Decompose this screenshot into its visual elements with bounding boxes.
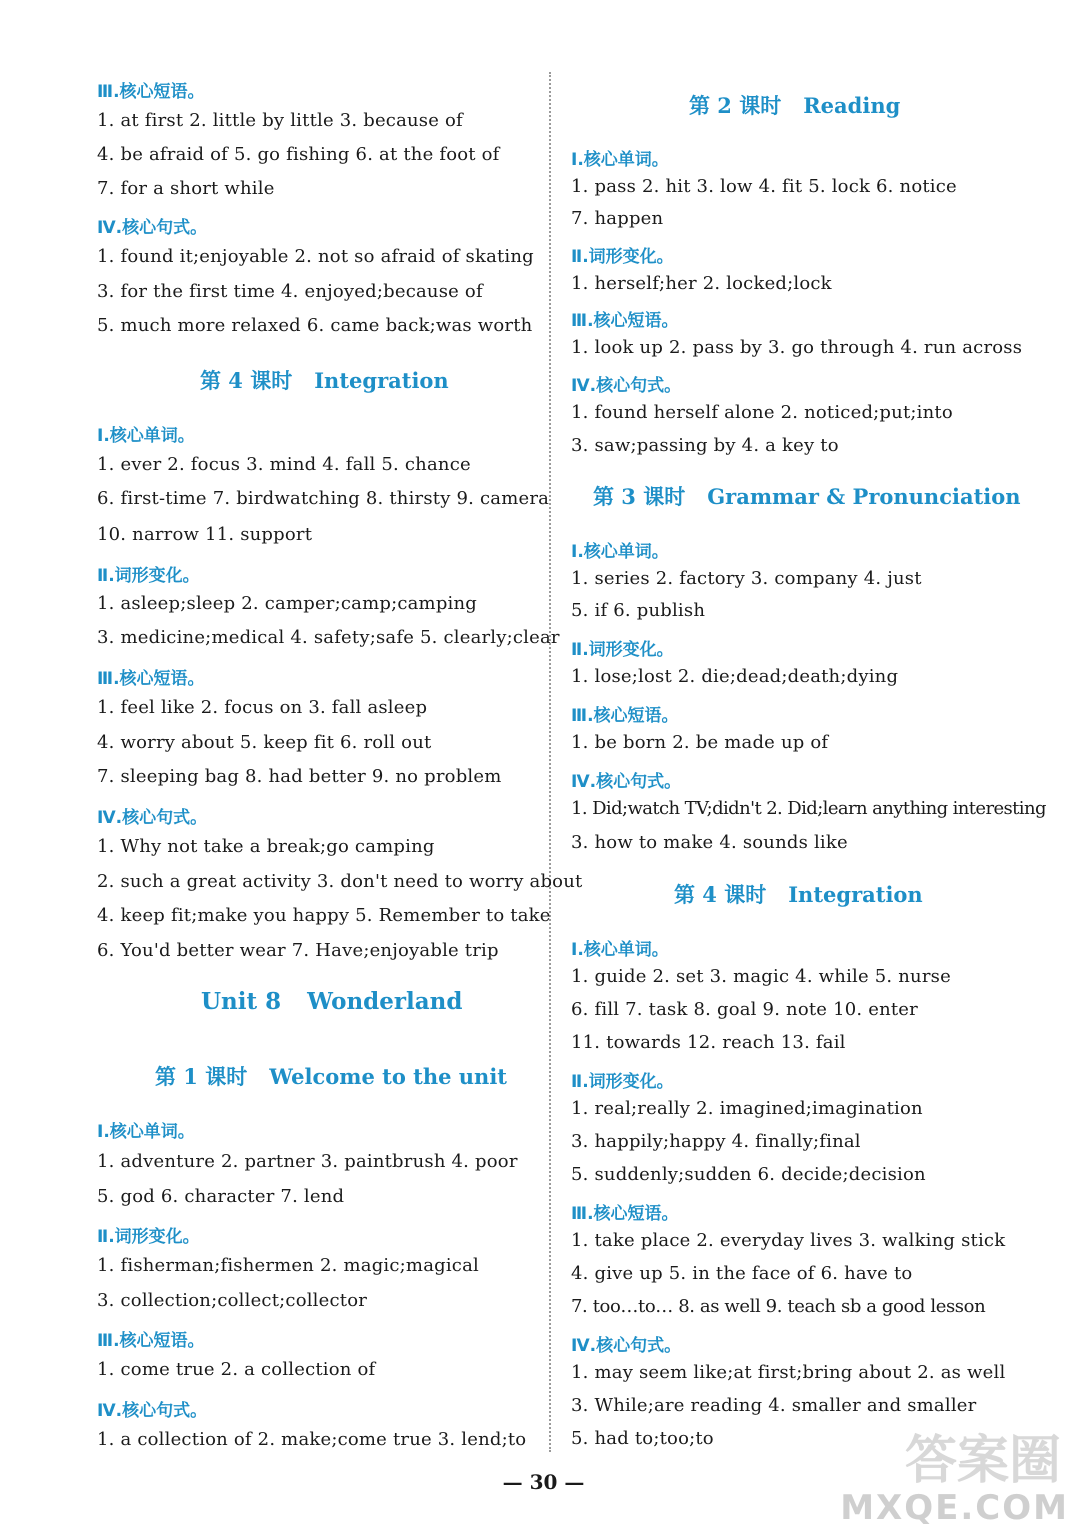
section-heading: Ⅳ.核心句式。 <box>571 1336 682 1356</box>
answer-line: 7. happen <box>571 208 664 229</box>
lesson-heading <box>155 1061 507 1091</box>
answer-line: 1. pass 2. hit 3. low 4. fit 5. lock 6. notice <box>571 176 957 197</box>
answer-line: 1. adventure 2. partner 3. paintbrush 4. poor <box>97 1151 518 1172</box>
answer-line: 3. how to make 4. sounds like <box>571 832 848 853</box>
lesson-number: 第 1 课时 <box>155 1064 248 1089</box>
answer-line: 7. for a short while <box>97 178 275 199</box>
section-heading: Ⅳ.核心句式。 <box>97 218 208 238</box>
section-heading: Ⅱ.词形变化。 <box>571 640 674 660</box>
answer-line: 3. happily;happy 4. finally;final <box>571 1131 861 1152</box>
section-heading: Ⅰ.核心单词。 <box>97 1122 195 1142</box>
section-heading: Ⅱ.词形变化。 <box>97 566 200 586</box>
answer-line: 4. worry about 5. keep fit 6. roll out <box>97 732 432 753</box>
answer-line: 5. god 6. character 7. lend <box>97 1186 345 1207</box>
answer-line: 3. for the first time 4. enjoyed;because of <box>97 281 483 302</box>
answer-line: 5. much more relaxed 6. came back;was worth <box>97 315 533 336</box>
answer-line: 6. fill 7. task 8. goal 9. note 10. enter <box>571 999 918 1020</box>
lesson-title: Integration <box>314 368 449 393</box>
answer-line: 1. at first 2. little by little 3. because of <box>97 110 463 131</box>
answer-line: 3. collection;collect;collector <box>97 1290 368 1311</box>
answer-line: 1. ever 2. focus 3. mind 4. fall 5. chance <box>97 454 471 475</box>
answer-line: 4. keep fit;make you happy 5. Remember to take <box>97 905 551 926</box>
answer-line: 6. You'd better wear 7. Have;enjoyable trip <box>97 940 499 961</box>
answer-line: 1. Did;watch TV;didn't 2. Did;learn anything interesting <box>571 798 1046 819</box>
answer-line: 11. towards 12. reach 13. fail <box>571 1032 846 1053</box>
section-heading: Ⅰ.核心单词。 <box>97 426 195 446</box>
lesson-title: Integration <box>788 882 923 907</box>
lesson-title: Grammar & Pronunciation <box>707 484 1021 509</box>
answer-line: 3. medicine;medical 4. safety;safe 5. clearly;clear <box>97 627 560 648</box>
answer-line: 1. real;really 2. imagined;imagination <box>571 1098 923 1119</box>
answer-line: 7. too…to… 8. as well 9. teach sb a good lesson <box>571 1296 986 1317</box>
section-heading: Ⅱ.词形变化。 <box>571 1072 674 1092</box>
answer-line: 6. first-time 7. birdwatching 8. thirsty 9. camera <box>97 488 550 509</box>
lesson-heading <box>593 481 1021 511</box>
answer-line: 5. if 6. publish <box>571 600 706 621</box>
answer-line: 1. fisherman;fishermen 2. magic;magical <box>97 1255 479 1276</box>
answer-line: 1. be born 2. be made up of <box>571 732 829 753</box>
answer-line: 1. asleep;sleep 2. camper;camp;camping <box>97 593 478 614</box>
section-heading: Ⅱ.词形变化。 <box>97 1227 200 1247</box>
lesson-number: 第 3 课时 <box>593 484 686 509</box>
lesson-heading <box>674 879 923 909</box>
section-heading: Ⅰ.核心单词。 <box>571 542 669 562</box>
unit-title: Wonderland <box>307 988 463 1015</box>
section-heading: Ⅳ.核心句式。 <box>571 772 682 792</box>
lesson-heading <box>200 365 449 395</box>
answer-line: 1. feel like 2. focus on 3. fall asleep <box>97 697 428 718</box>
answer-line: 4. give up 5. in the face of 6. have to <box>571 1263 913 1284</box>
answer-line: 1. may seem like;at first;bring about 2. as well <box>571 1362 1006 1383</box>
lesson-number: 第 4 课时 <box>200 368 293 393</box>
watermark-logo <box>840 1418 1069 1528</box>
lesson-title: Reading <box>803 93 901 118</box>
answer-line: 3. While;are reading 4. smaller and smaller <box>571 1395 977 1416</box>
section-heading: Ⅳ.核心句式。 <box>97 1401 208 1421</box>
answer-line: 10. narrow 11. support <box>97 524 313 545</box>
unit-heading <box>201 988 462 1015</box>
lesson-title: Welcome to the unit <box>269 1064 508 1089</box>
answer-line: 3. saw;passing by 4. a key to <box>571 435 839 456</box>
section-heading: Ⅲ.核心短语。 <box>97 82 205 102</box>
answer-line: 5. had to;too;to <box>571 1428 714 1449</box>
watermark-text: MXQE.COM <box>840 1488 1069 1528</box>
answer-line: 4. be afraid of 5. go fishing 6. at the foot of <box>97 144 500 165</box>
answer-line: 5. suddenly;sudden 6. decide;decision <box>571 1164 926 1185</box>
section-heading: Ⅲ.核心短语。 <box>97 669 205 689</box>
answer-line: 7. sleeping bag 8. had better 9. no problem <box>97 766 502 787</box>
answer-line: 1. herself;her 2. locked;lock <box>571 273 832 294</box>
section-heading: Ⅰ.核心单词。 <box>571 940 669 960</box>
section-heading: Ⅱ.词形变化。 <box>571 247 674 267</box>
answer-line: 2. such a great activity 3. don't need to worry about <box>97 871 583 892</box>
section-heading: Ⅲ.核心短语。 <box>571 1204 679 1224</box>
answer-line: 1. series 2. factory 3. company 4. just <box>571 568 922 589</box>
answer-line: 1. found it;enjoyable 2. not so afraid of skating <box>97 246 534 267</box>
answer-line: 1. look up 2. pass by 3. go through 4. run across <box>571 337 1023 358</box>
answer-line: 1. found herself alone 2. noticed;put;into <box>571 402 953 423</box>
answer-line: 1. a collection of 2. make;come true 3. lend;to <box>97 1429 527 1450</box>
lesson-number: 第 2 课时 <box>689 93 782 118</box>
watermark-mark: 答案圈 <box>904 1431 1061 1491</box>
section-heading: Ⅲ.核心短语。 <box>571 311 679 331</box>
column-divider <box>549 72 551 1452</box>
answer-line: 1. Why not take a break;go camping <box>97 836 435 857</box>
answer-line: 1. take place 2. everyday lives 3. walking stick <box>571 1230 1006 1251</box>
unit-number: Unit 8 <box>201 988 282 1015</box>
answer-line: 1. lose;lost 2. die;dead;death;dying <box>571 666 899 687</box>
section-heading: Ⅳ.核心句式。 <box>571 376 682 396</box>
section-heading: Ⅲ.核心短语。 <box>571 706 679 726</box>
section-heading: Ⅲ.核心短语。 <box>97 1331 205 1351</box>
section-heading: Ⅰ.核心单词。 <box>571 150 669 170</box>
lesson-heading <box>689 90 900 120</box>
answer-line: 1. guide 2. set 3. magic 4. while 5. nurse <box>571 966 951 987</box>
section-heading: Ⅳ.核心句式。 <box>97 808 208 828</box>
answer-line: 1. come true 2. a collection of <box>97 1359 376 1380</box>
lesson-number: 第 4 课时 <box>674 882 767 907</box>
page-number: — 30 — <box>502 1470 585 1494</box>
